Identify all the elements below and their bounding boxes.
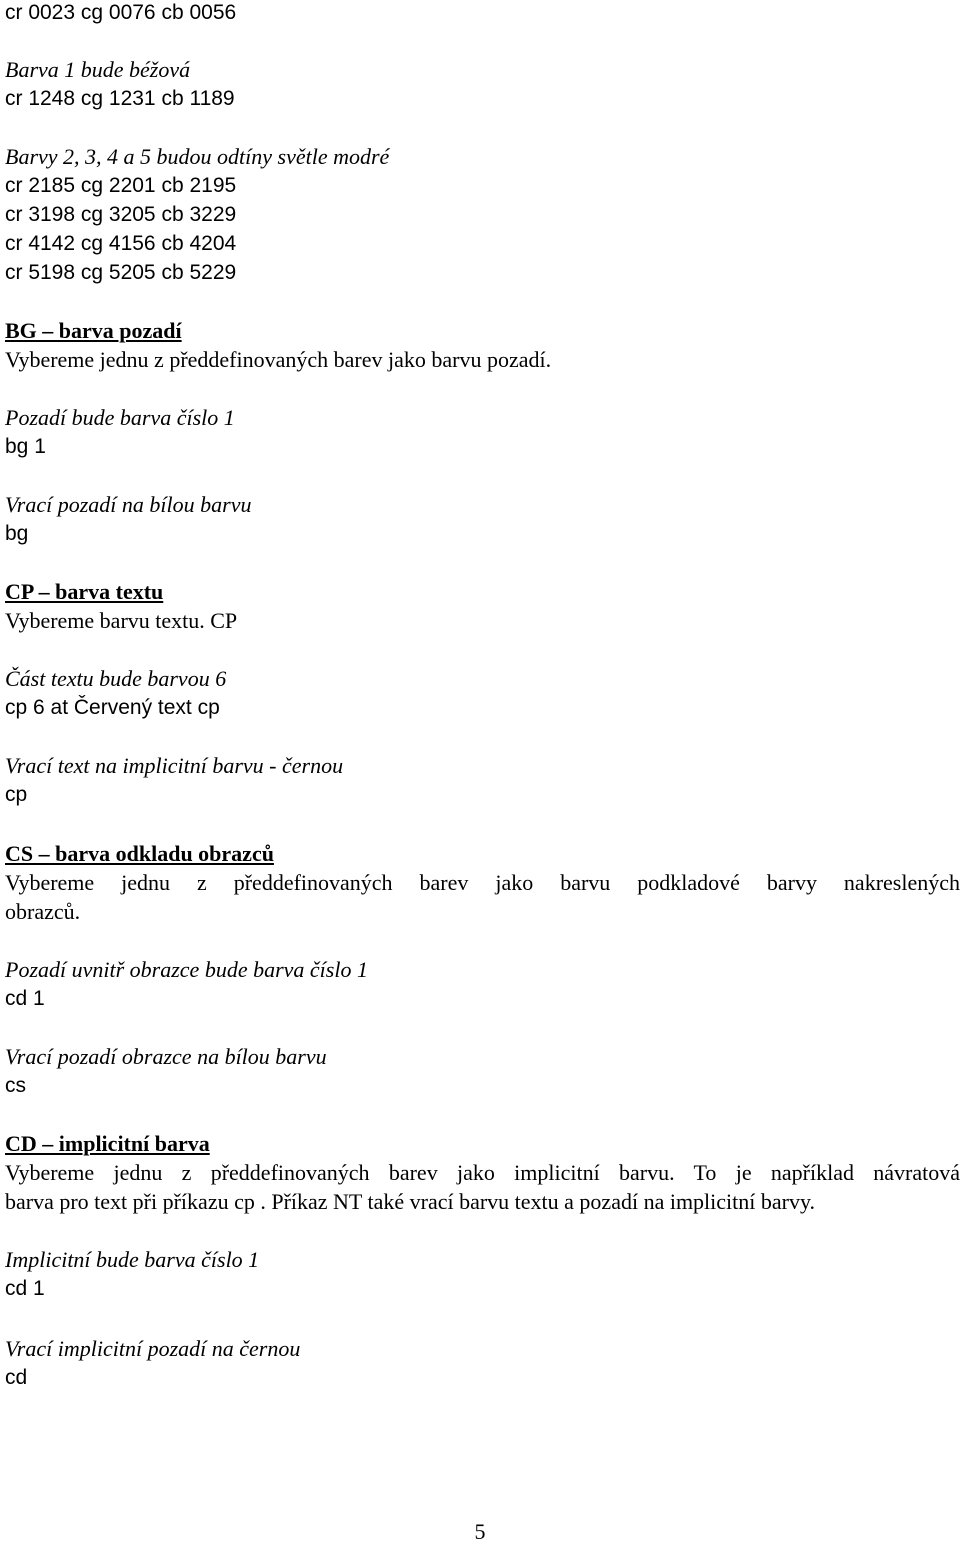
cd-example-2-label: Vrací implicitní pozadí na černou [5,1336,301,1361]
cs-example-1-code: cd 1 [5,987,45,1010]
cs-description-line-2: obrazců. [5,899,81,924]
bg-section-heading: BG – barva pozadí [5,318,182,343]
cp-example-1-code: cp 6 at Červený text cp [5,696,220,719]
cd-example-1-label: Implicitní bude barva číslo 1 [5,1247,260,1272]
cs-example-2-label: Vrací pozadí obrazce na bílou barvu [5,1044,327,1069]
page-number: 5 [474,1519,486,1544]
color-definition-0: cr 0023 cg 0076 cb 0056 [5,1,237,24]
color-definition-5: cr 5198 cg 5205 cb 5229 [5,261,237,284]
cs-example-2-code: cs [5,1074,26,1097]
cp-example-2-code: cp [5,783,28,806]
color-definition-1: cr 1248 cg 1231 cb 1189 [5,87,235,110]
bg-description: Vybereme jednu z předdefinovaných barev jako barvu pozadí. [5,347,552,372]
blue-shades-note: Barvy 2, 3, 4 a 5 budou odtíny světle modré [5,144,390,169]
cd-example-2-code: cd [5,1366,28,1389]
cp-example-1-label: Část textu bude barvou 6 [5,666,227,691]
cd-description-line-1: Vybereme jednu z předdefinovaných barev jako implicitní barvu. To je například návratová [5,1160,960,1185]
cd-description-line-2: barva pro text při příkazu cp . Příkaz NT také vrací barvu textu a pozadí na implicitní barvy. [5,1189,816,1214]
bg-example-1-label: Pozadí bude barva číslo 1 [5,405,235,430]
cd-section-heading: CD – implicitní barva [5,1131,210,1156]
beige-color-note: Barva 1 bude béžová [5,57,191,82]
cs-description-line-1: Vybereme jednu z předdefinovaných barev jako barvu podkladové barvy nakreslených [5,870,960,895]
cp-section-heading: CP – barva textu [5,579,164,604]
color-definition-4: cr 4142 cg 4156 cb 4204 [5,232,237,255]
bg-example-2-label: Vrací pozadí na bílou barvu [5,492,252,517]
cd-example-1-code: cd 1 [5,1277,45,1300]
cs-example-1-label: Pozadí uvnitř obrazce bude barva číslo 1 [5,957,368,982]
color-definition-3: cr 3198 cg 3205 cb 3229 [5,203,237,226]
cp-example-2-label: Vrací text na implicitní barvu - černou [5,753,344,778]
color-definition-2: cr 2185 cg 2201 cb 2195 [5,174,237,197]
bg-example-1-code: bg 1 [5,435,46,458]
cs-section-heading: CS – barva odkladu obrazců [5,841,274,866]
bg-example-2-code: bg [5,522,29,545]
cp-description: Vybereme barvu textu. CP [5,608,238,633]
